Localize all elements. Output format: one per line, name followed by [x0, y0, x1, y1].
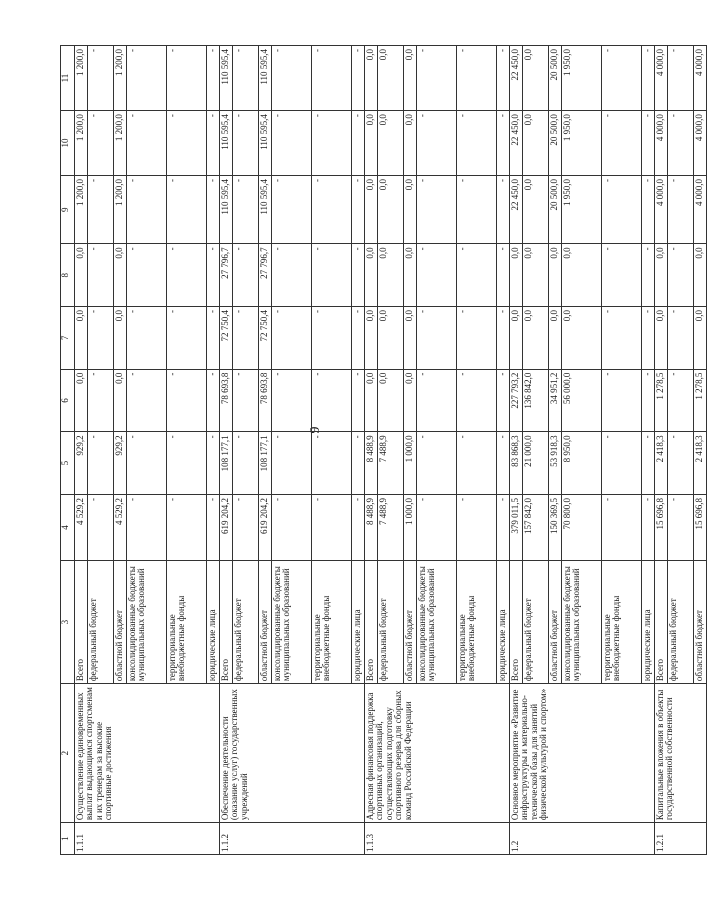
funding-source: федеральный бюджет	[668, 561, 694, 684]
table-row	[75, 46, 88, 855]
funding-source: федеральный бюджет	[523, 561, 549, 684]
amount-cell: -	[417, 369, 457, 432]
funding-source: юридические лица	[497, 561, 510, 684]
amount-cell: -	[497, 176, 510, 244]
amount-cell: -	[417, 111, 457, 176]
amount-cell: -	[602, 244, 642, 307]
amount-cell: 1 200,0	[114, 46, 127, 111]
amount-cell: -	[668, 369, 694, 432]
amount-cell: 1 000,0	[404, 432, 417, 495]
amount-cell: 4 000,0	[694, 111, 707, 176]
amount-cell: -	[207, 494, 220, 560]
amount-cell: -	[312, 244, 352, 307]
measure-name: Капитальные вложения в объекты государственной собственности	[655, 684, 707, 823]
amount-cell: -	[497, 244, 510, 307]
amount-cell: -	[127, 432, 167, 495]
amount-cell: 0,0	[404, 111, 417, 176]
amount-cell: 110 595,4	[259, 46, 272, 111]
header-cell: 9	[61, 176, 75, 244]
amount-cell: -	[207, 176, 220, 244]
amount-cell: -	[233, 369, 259, 432]
funding-source: федеральный бюджет	[88, 561, 114, 684]
amount-cell: -	[167, 494, 207, 560]
amount-cell: -	[207, 111, 220, 176]
amount-cell: -	[457, 307, 497, 370]
header-cell: 8	[61, 244, 75, 307]
amount-cell: -	[668, 111, 694, 176]
amount-cell: -	[312, 307, 352, 370]
amount-cell: 619 204,2	[259, 494, 272, 560]
amount-cell: -	[668, 244, 694, 307]
amount-cell: -	[88, 244, 114, 307]
amount-cell: 8 488,9	[365, 432, 378, 495]
amount-cell: -	[497, 369, 510, 432]
amount-cell: 0,0	[378, 369, 404, 432]
amount-cell: -	[352, 111, 365, 176]
amount-cell: -	[127, 176, 167, 244]
header-row	[61, 46, 75, 855]
amount-cell: -	[312, 369, 352, 432]
amount-cell: -	[233, 307, 259, 370]
amount-cell: -	[642, 46, 655, 111]
amount-cell: -	[88, 176, 114, 244]
row-code: 1.1.3	[365, 823, 510, 855]
amount-cell: 0,0	[378, 111, 404, 176]
funding-source: консолидированные бюджеты муниципальных образований	[417, 561, 457, 684]
funding-source: федеральный бюджет	[233, 561, 259, 684]
amount-cell: 20 500,0	[549, 111, 562, 176]
amount-cell: 150 369,5	[549, 494, 562, 560]
amount-cell: 0,0	[523, 111, 549, 176]
amount-cell: -	[272, 307, 312, 370]
amount-cell: 0,0	[404, 176, 417, 244]
funding-source: юридические лица	[207, 561, 220, 684]
amount-cell: 20 500,0	[549, 46, 562, 111]
header-cell: 6	[61, 369, 75, 432]
funding-source: федеральный бюджет	[378, 561, 404, 684]
row-code: 1.1.1	[75, 823, 220, 855]
amount-cell: -	[352, 494, 365, 560]
amount-cell: 78 693,8	[259, 369, 272, 432]
funding-source: Всего	[510, 561, 523, 684]
header-cell: 4	[61, 494, 75, 560]
header-cell: 3	[61, 561, 75, 684]
amount-cell: -	[207, 307, 220, 370]
amount-cell: 0,0	[75, 369, 88, 432]
amount-cell: 1 000,0	[404, 494, 417, 560]
amount-cell: -	[233, 244, 259, 307]
amount-cell: 0,0	[75, 244, 88, 307]
amount-cell: 0,0	[562, 307, 602, 370]
amount-cell: 929,2	[114, 432, 127, 495]
amount-cell: 0,0	[404, 244, 417, 307]
amount-cell: 0,0	[365, 111, 378, 176]
amount-cell: -	[602, 111, 642, 176]
amount-cell: -	[352, 369, 365, 432]
amount-cell: -	[497, 432, 510, 495]
header-cell: 11	[61, 46, 75, 111]
amount-cell: -	[167, 307, 207, 370]
amount-cell: 0,0	[365, 46, 378, 111]
funding-source: территориальные внебюджетные фонды	[312, 561, 352, 684]
amount-cell: -	[272, 494, 312, 560]
amount-cell: -	[272, 244, 312, 307]
funding-source: территориальные внебюджетные фонды	[167, 561, 207, 684]
amount-cell: -	[167, 432, 207, 495]
amount-cell: 78 693,8	[220, 369, 233, 432]
amount-cell: -	[207, 244, 220, 307]
amount-cell: 4 000,0	[655, 111, 668, 176]
amount-cell: 0,0	[404, 46, 417, 111]
amount-cell: 0,0	[523, 46, 549, 111]
amount-cell: 8 488,9	[365, 494, 378, 560]
amount-cell: 108 177,1	[220, 432, 233, 495]
amount-cell: 2 418,3	[694, 432, 707, 495]
amount-cell: 1 200,0	[75, 111, 88, 176]
amount-cell: -	[272, 111, 312, 176]
amount-cell: -	[602, 494, 642, 560]
amount-cell: -	[602, 432, 642, 495]
amount-cell: -	[642, 244, 655, 307]
amount-cell: -	[457, 111, 497, 176]
row-code: 1.2	[510, 823, 655, 855]
amount-cell: -	[127, 46, 167, 111]
amount-cell: 0,0	[562, 244, 602, 307]
amount-cell: -	[272, 369, 312, 432]
amount-cell: -	[457, 369, 497, 432]
amount-cell: 1 278,5	[694, 369, 707, 432]
amount-cell: -	[88, 494, 114, 560]
amount-cell: -	[352, 307, 365, 370]
amount-cell: -	[352, 432, 365, 495]
amount-cell: -	[417, 244, 457, 307]
amount-cell: 0,0	[510, 307, 523, 370]
amount-cell: -	[602, 176, 642, 244]
amount-cell: -	[642, 369, 655, 432]
amount-cell: 1 950,0	[562, 111, 602, 176]
amount-cell: 34 951,2	[549, 369, 562, 432]
amount-cell: -	[312, 46, 352, 111]
amount-cell: 27 796,7	[220, 244, 233, 307]
funding-source: областной бюджет	[114, 561, 127, 684]
funding-source: консолидированные бюджеты муниципальных образований	[127, 561, 167, 684]
amount-cell: 8 950,0	[562, 432, 602, 495]
amount-cell: 0,0	[365, 176, 378, 244]
amount-cell: 1 278,5	[655, 369, 668, 432]
amount-cell: -	[668, 494, 694, 560]
funding-source: областной бюджет	[259, 561, 272, 684]
amount-cell: -	[167, 244, 207, 307]
amount-cell: 110 595,4	[220, 111, 233, 176]
amount-cell: 0,0	[378, 46, 404, 111]
amount-cell: -	[127, 494, 167, 560]
amount-cell: -	[642, 176, 655, 244]
amount-cell: 0,0	[523, 307, 549, 370]
amount-cell: 0,0	[694, 307, 707, 370]
amount-cell: 0,0	[404, 307, 417, 370]
amount-cell: -	[457, 46, 497, 111]
row-code: 1.1.2	[220, 823, 365, 855]
amount-cell: -	[233, 46, 259, 111]
amount-cell: -	[88, 432, 114, 495]
page-number: 9	[308, 426, 323, 434]
amount-cell: -	[352, 176, 365, 244]
amount-cell: -	[668, 307, 694, 370]
amount-cell: -	[417, 432, 457, 495]
amount-cell: 0,0	[510, 244, 523, 307]
amount-cell: 136 842,0	[523, 369, 549, 432]
amount-cell: -	[88, 111, 114, 176]
amount-cell: -	[272, 46, 312, 111]
funding-source: Всего	[75, 561, 88, 684]
amount-cell: -	[457, 244, 497, 307]
amount-cell: 72 750,4	[220, 307, 233, 370]
amount-cell: 4 529,2	[75, 494, 88, 560]
funding-source: юридические лица	[642, 561, 655, 684]
amount-cell: -	[417, 494, 457, 560]
amount-cell: 0,0	[523, 176, 549, 244]
amount-cell: -	[497, 111, 510, 176]
amount-cell: -	[642, 307, 655, 370]
amount-cell: -	[312, 176, 352, 244]
funding-source: областной бюджет	[404, 561, 417, 684]
amount-cell: 20 500,0	[549, 176, 562, 244]
funding-source: консолидированные бюджеты муниципальных образований	[272, 561, 312, 684]
amount-cell: 110 595,4	[220, 176, 233, 244]
header-cell: 10	[61, 111, 75, 176]
amount-cell: -	[417, 176, 457, 244]
amount-cell: -	[207, 46, 220, 111]
amount-cell: -	[642, 111, 655, 176]
table-row	[655, 46, 668, 855]
amount-cell: 7 488,9	[378, 494, 404, 560]
amount-cell: -	[668, 432, 694, 495]
funding-source: областной бюджет	[694, 561, 707, 684]
amount-cell: 1 200,0	[114, 111, 127, 176]
amount-cell: 0,0	[404, 369, 417, 432]
table-row	[510, 46, 523, 855]
measure-name: Обеспечение деятельности (оказание услуг) государственных учреждений	[220, 684, 365, 823]
amount-cell: 0,0	[655, 244, 668, 307]
amount-cell: -	[417, 46, 457, 111]
funding-source: Всего	[365, 561, 378, 684]
amount-cell: 110 595,4	[220, 46, 233, 111]
amount-cell: -	[497, 307, 510, 370]
header-cell: 7	[61, 307, 75, 370]
table-row	[220, 46, 233, 855]
funding-source: территориальные внебюджетные фонды	[457, 561, 497, 684]
amount-cell: -	[207, 369, 220, 432]
amount-cell: 0,0	[365, 307, 378, 370]
amount-cell: -	[233, 176, 259, 244]
amount-cell: 53 918,3	[549, 432, 562, 495]
amount-cell: 0,0	[114, 369, 127, 432]
amount-cell: 1 200,0	[75, 176, 88, 244]
amount-cell: 56 000,0	[562, 369, 602, 432]
amount-cell: 7 488,9	[378, 432, 404, 495]
amount-cell: 0,0	[365, 369, 378, 432]
amount-cell: -	[233, 432, 259, 495]
amount-cell: 1 950,0	[562, 46, 602, 111]
amount-cell: 0,0	[365, 244, 378, 307]
amount-cell: 0,0	[378, 244, 404, 307]
amount-cell: -	[602, 307, 642, 370]
amount-cell: -	[88, 369, 114, 432]
amount-cell: 27 796,7	[259, 244, 272, 307]
amount-cell: 22 450,0	[510, 176, 523, 244]
amount-cell: -	[167, 369, 207, 432]
amount-cell: -	[127, 369, 167, 432]
amount-cell: 110 595,4	[259, 111, 272, 176]
amount-cell: 0,0	[114, 307, 127, 370]
amount-cell: 929,2	[75, 432, 88, 495]
amount-cell: -	[668, 46, 694, 111]
amount-cell: 157 842,0	[523, 494, 549, 560]
amount-cell: 83 868,3	[510, 432, 523, 495]
amount-cell: 4 000,0	[655, 46, 668, 111]
amount-cell: -	[88, 307, 114, 370]
amount-cell: 1 200,0	[114, 176, 127, 244]
amount-cell: 4 000,0	[694, 46, 707, 111]
amount-cell: -	[127, 244, 167, 307]
measure-name: Адресная финансовая поддержка спортивных организаций, осуществляющих подготовку спортивного резерва для сборных команд Российской Федерации	[365, 684, 510, 823]
amount-cell: 21 000,0	[523, 432, 549, 495]
amount-cell: 1 200,0	[75, 46, 88, 111]
amount-cell: 72 750,4	[259, 307, 272, 370]
amount-cell: -	[272, 432, 312, 495]
funding-source: областной бюджет	[549, 561, 562, 684]
amount-cell: -	[497, 494, 510, 560]
amount-cell: 4 000,0	[655, 176, 668, 244]
funding-source: юридические лица	[352, 561, 365, 684]
amount-cell: 22 450,0	[510, 46, 523, 111]
amount-cell: 0,0	[378, 307, 404, 370]
amount-cell: -	[642, 494, 655, 560]
amount-cell: 110 595,4	[259, 176, 272, 244]
amount-cell: -	[457, 176, 497, 244]
amount-cell: -	[88, 46, 114, 111]
amount-cell: -	[602, 46, 642, 111]
funding-source: Всего	[220, 561, 233, 684]
amount-cell: -	[668, 176, 694, 244]
amount-cell: 0,0	[655, 307, 668, 370]
amount-cell: -	[602, 369, 642, 432]
amount-cell: -	[312, 432, 352, 495]
amount-cell: -	[497, 46, 510, 111]
amount-cell: 0,0	[114, 244, 127, 307]
amount-cell: -	[642, 432, 655, 495]
amount-cell: 22 450,0	[510, 111, 523, 176]
funding-source: консолидированные бюджеты муниципальных образований	[562, 561, 602, 684]
amount-cell: -	[207, 432, 220, 495]
amount-cell: 379 011,5	[510, 494, 523, 560]
amount-cell: 0,0	[549, 307, 562, 370]
amount-cell: -	[127, 111, 167, 176]
amount-cell: 4 529,2	[114, 494, 127, 560]
amount-cell: -	[312, 111, 352, 176]
amount-cell: 0,0	[523, 244, 549, 307]
amount-cell: -	[457, 494, 497, 560]
amount-cell: 0,0	[378, 176, 404, 244]
header-cell: 1	[61, 823, 75, 855]
amount-cell: 1 950,0	[562, 176, 602, 244]
amount-cell: 0,0	[549, 244, 562, 307]
amount-cell: 15 696,8	[694, 494, 707, 560]
amount-cell: 108 177,1	[259, 432, 272, 495]
amount-cell: 15 696,8	[655, 494, 668, 560]
funding-source: территориальные внебюджетные фонды	[602, 561, 642, 684]
amount-cell: 2 418,3	[655, 432, 668, 495]
amount-cell: 227 793,2	[510, 369, 523, 432]
amount-cell: -	[312, 494, 352, 560]
table-row	[365, 46, 378, 855]
amount-cell: -	[272, 176, 312, 244]
amount-cell: 4 000,0	[694, 176, 707, 244]
amount-cell: 0,0	[694, 244, 707, 307]
amount-cell: 0,0	[75, 307, 88, 370]
amount-cell: -	[233, 494, 259, 560]
amount-cell: 619 204,2	[220, 494, 233, 560]
amount-cell: 70 800,0	[562, 494, 602, 560]
row-code: 1.2.1	[655, 823, 707, 855]
header-cell: 2	[61, 684, 75, 823]
amount-cell: -	[167, 46, 207, 111]
amount-cell: -	[167, 176, 207, 244]
amount-cell: -	[352, 46, 365, 111]
header-cell: 5	[61, 432, 75, 495]
amount-cell: -	[167, 111, 207, 176]
amount-cell: -	[233, 111, 259, 176]
rotated-page	[60, 45, 704, 855]
amount-cell: -	[127, 307, 167, 370]
measure-name: Основное мероприятие «Развитие инфраструктуры и материально-технической базы для занятий физической культурой и спортом»	[510, 684, 655, 823]
budget-table	[60, 45, 707, 855]
measure-name: Осуществление единовременных выплат выдающимся спортсменам и их тренерам за высокие спортивные достижения	[75, 684, 220, 823]
amount-cell: -	[457, 432, 497, 495]
amount-cell: -	[417, 307, 457, 370]
amount-cell: -	[352, 244, 365, 307]
funding-source: Всего	[655, 561, 668, 684]
